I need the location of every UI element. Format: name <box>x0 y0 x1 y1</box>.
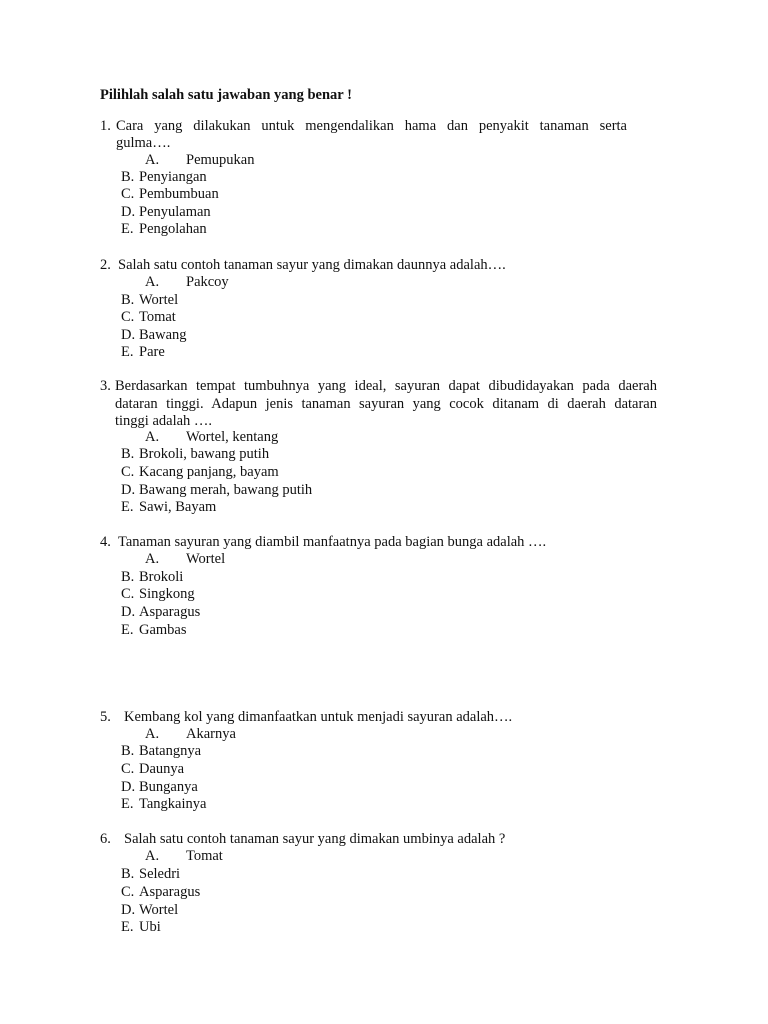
option-text: Penyiangan <box>139 169 207 185</box>
option-text: Asparagus <box>139 604 201 620</box>
option-text: Pakcoy <box>186 274 229 290</box>
option-letter: E. <box>121 344 134 360</box>
option-letter: B. <box>121 569 135 585</box>
option-text: Ubi <box>139 919 161 935</box>
option-letter: D. <box>121 779 136 795</box>
option-letter: C. <box>121 186 135 202</box>
option-text: Tomat <box>186 848 223 864</box>
option-letter: B. <box>121 292 135 308</box>
option-letter: E. <box>121 499 134 515</box>
option-letter: A. <box>145 551 160 567</box>
option-letter: D. <box>121 604 136 620</box>
option-text: Wortel <box>139 902 179 918</box>
option-text: Pemupukan <box>186 152 255 168</box>
option-text: Akarnya <box>186 726 236 742</box>
instruction-title: Pilihlah salah satu jawaban yang benar ! <box>100 87 352 103</box>
option-letter: E. <box>121 622 134 638</box>
question-number: 3. <box>100 378 111 394</box>
question-text-line: dataran tinggi. Adapun jenis tanaman sayuran yang cocok ditanam di daerah dataran <box>115 396 657 412</box>
question-text-line: Cara yang dilakukan untuk mengendalikan hama dan penyakit tanaman serta <box>116 118 627 134</box>
option-text: Bawang <box>139 327 187 343</box>
option-letter: C. <box>121 761 135 777</box>
option-text: Seledri <box>139 866 181 882</box>
option-letter: D. <box>121 482 136 498</box>
option-text: Sawi, Bayam <box>139 499 217 515</box>
option-letter: C. <box>121 586 135 602</box>
question-text-line: Salah satu contoh tanaman sayur yang dimakan umbinya adalah ? <box>124 831 506 847</box>
option-letter: C. <box>121 464 135 480</box>
option-text: Pengolahan <box>139 221 207 237</box>
option-letter: E. <box>121 796 134 812</box>
option-letter: A. <box>145 152 160 168</box>
option-text: Bunganya <box>139 779 198 795</box>
option-letter: B. <box>121 743 135 759</box>
option-letter: C. <box>121 884 135 900</box>
option-text: Tangkainya <box>139 796 207 812</box>
option-letter: A. <box>145 726 160 742</box>
option-letter: E. <box>121 221 134 237</box>
option-text: Daunya <box>139 761 185 777</box>
option-letter: C. <box>121 309 135 325</box>
question-number: 5. <box>100 709 111 725</box>
option-text: Pare <box>139 344 165 360</box>
option-letter: E. <box>121 919 134 935</box>
question-text-line: Salah satu contoh tanaman sayur yang dimakan daunnya adalah…. <box>118 257 506 273</box>
question-text-line: Kembang kol yang dimanfaatkan untuk menjadi sayuran adalah…. <box>124 709 513 725</box>
option-letter: D. <box>121 902 136 918</box>
question-text-line: tinggi adalah …. <box>115 413 213 429</box>
question-text-line: Tanaman sayuran yang diambil manfaatnya pada bagian bunga adalah …. <box>118 534 547 550</box>
option-letter: A. <box>145 429 160 445</box>
question-text-line: gulma…. <box>116 135 171 151</box>
option-text: Gambas <box>139 622 187 638</box>
option-letter: D. <box>121 204 136 220</box>
option-text: Tomat <box>139 309 176 325</box>
option-text: Penyulaman <box>139 204 211 220</box>
option-letter: B. <box>121 866 135 882</box>
option-text: Pembumbuan <box>139 186 219 202</box>
option-text: Wortel <box>186 551 226 567</box>
question-number: 1. <box>100 118 111 134</box>
option-letter: B. <box>121 446 135 462</box>
option-letter: A. <box>145 848 160 864</box>
option-letter: B. <box>121 169 135 185</box>
question-number: 4. <box>100 534 111 550</box>
option-text: Brokoli, bawang putih <box>139 446 270 462</box>
question-number: 6. <box>100 831 111 847</box>
option-text: Asparagus <box>139 884 201 900</box>
option-text: Kacang panjang, bayam <box>139 464 279 480</box>
question-text-line: Berdasarkan tempat tumbuhnya yang ideal, sayuran dapat dibudidayakan pada daerah <box>115 378 657 394</box>
option-text: Singkong <box>139 586 195 602</box>
option-text: Brokoli <box>139 569 184 585</box>
option-text: Batangnya <box>139 743 202 759</box>
option-text: Bawang merah, bawang putih <box>139 482 313 498</box>
question-number: 2. <box>100 257 111 273</box>
option-letter: A. <box>145 274 160 290</box>
option-letter: D. <box>121 327 136 343</box>
option-text: Wortel <box>139 292 179 308</box>
option-text: Wortel, kentang <box>186 429 279 445</box>
